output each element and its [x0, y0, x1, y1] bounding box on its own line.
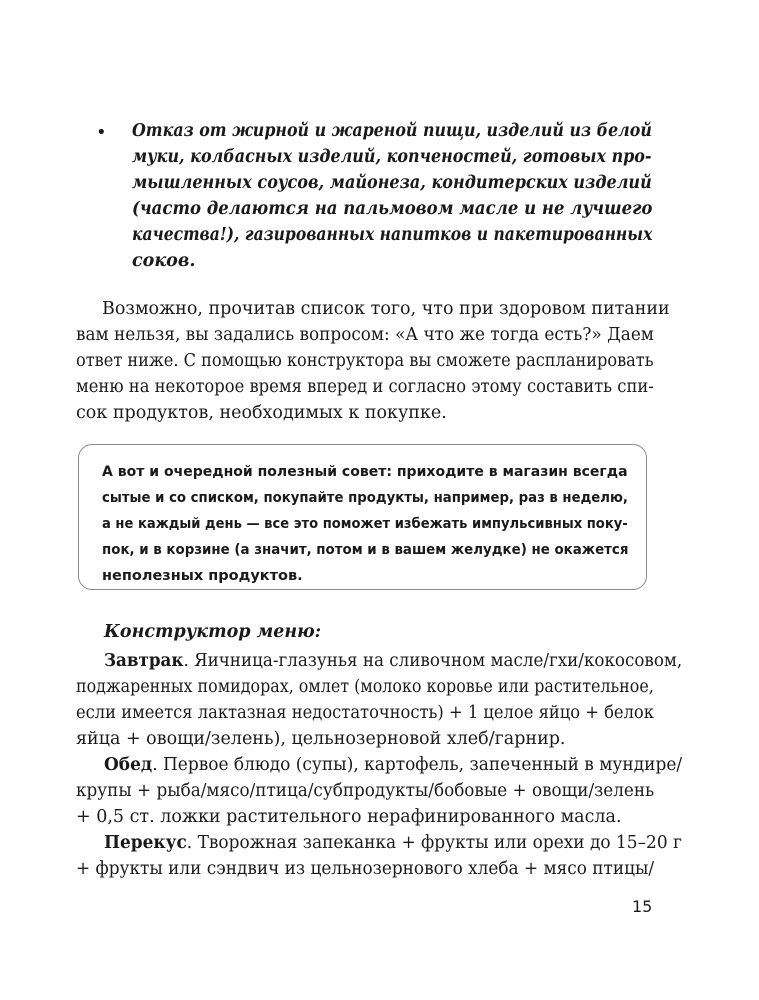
- lunch-first-line: [104, 752, 682, 778]
- menu-title: Конструктор меню:: [104, 622, 322, 642]
- paragraph-line: Возможно, прочитав список того, что при здоровом питании: [102, 299, 670, 319]
- tip-line: сытые и со списком, покупайте продукты, например, раз в неделю,: [102, 490, 628, 506]
- lunch-label: Обед: [104, 755, 153, 775]
- tip-line: пок, и в корзине (а значит, потом и в вашем желудке) не окажется: [102, 542, 629, 558]
- paragraph-line: вам нельзя, вы задались вопросом: «А что же тогда есть?» Даем: [76, 325, 654, 345]
- breakfast-label: Завтрак: [104, 651, 184, 671]
- bullet-line: качества!), газированных напитков и пакетированных: [132, 225, 653, 245]
- bullet-line: Отказ от жирной и жареной пищи, изделий из белой: [132, 121, 652, 141]
- bullet-line: соков.: [132, 251, 196, 271]
- breakfast-line: яйца + овощи/зелень), цельнозерновой хлеб/гарнир.: [76, 729, 566, 749]
- page-number: 15: [632, 897, 653, 916]
- lunch-line: + 0,5 ст. ложки растительного нерафинированного масла.: [76, 807, 622, 827]
- breakfast-line: если имеется лактазная недостаточность) + 1 целое яйцо + белок: [76, 703, 654, 723]
- lunch-text: . Первое блюдо (супы), картофель, запеченный в мундире/: [152, 755, 683, 775]
- bullet-line: (часто делаются на пальмовом масле и не лучшего: [132, 199, 653, 219]
- bullet-line: муки, колбасных изделий, копченостей, готовых про-: [132, 147, 652, 167]
- paragraph-line: ответ ниже. С помощью конструктора вы сможете распланировать: [76, 351, 654, 371]
- snack-label: Перекус: [104, 833, 187, 853]
- paragraph-line: сок продуктов, необходимых к покупке.: [76, 403, 447, 423]
- tip-line: неполезных продуктов.: [102, 568, 303, 584]
- tip-line: а не каждый день — все это поможет избежать импульсивных поку-: [102, 516, 628, 532]
- tip-line: А вот и очередной полезный совет: приходите в магазин всегда: [102, 464, 628, 480]
- breakfast-text: . Яичница-глазунья на сливочном масле/гхи/кокосовом,: [183, 651, 683, 671]
- lunch-line: крупы + рыба/мясо/птица/субпродукты/бобовые + овощи/зелень: [76, 781, 655, 801]
- snack-first-line: [104, 830, 682, 856]
- snack-line: + фрукты или сэндвич из цельнозернового хлеба + мясо птицы/: [76, 859, 655, 879]
- snack-text: . Творожная запеканка + фрукты или орехи до 15–20 г: [186, 833, 682, 853]
- breakfast-line: поджаренных помидорах, омлет (молоко коровье или растительное,: [76, 677, 654, 697]
- bullet-line: мышленных соусов, майонеза, кондитерских изделий: [132, 173, 652, 193]
- paragraph-line: меню на некоторое время вперед и согласно этому составить спи-: [76, 377, 654, 397]
- bullet-marker: •: [96, 122, 107, 143]
- breakfast-first-line: [104, 648, 682, 674]
